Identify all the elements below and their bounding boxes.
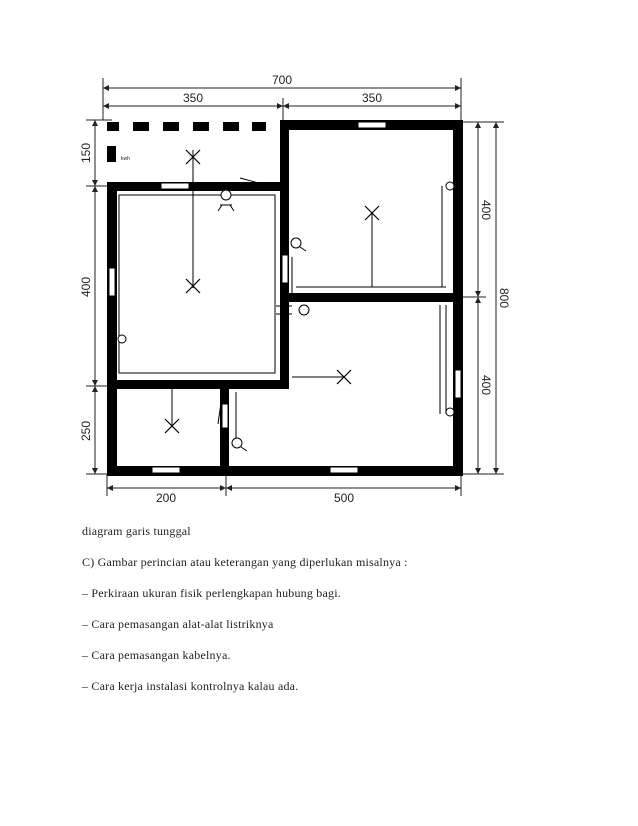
dim-right-upper: 400 bbox=[479, 199, 493, 221]
list-item: – Cara pemasangan kabelnya. bbox=[82, 648, 231, 662]
list-item: – Cara kerja instalasi kontrolnya kalau ada. bbox=[82, 679, 299, 693]
dim-total-height: 800 bbox=[497, 287, 511, 309]
dim-top-porch: 150 bbox=[79, 142, 93, 164]
dim-bottom-right: 500 bbox=[333, 491, 355, 505]
dim-half-right: 350 bbox=[361, 91, 383, 105]
walls bbox=[107, 120, 463, 476]
list-item: – Perkiraan ukuran fisik perlengkapan hubung bagi. bbox=[82, 586, 341, 600]
lamp-symbols bbox=[165, 150, 379, 433]
dim-total-width: 700 bbox=[271, 73, 293, 87]
heading-c: C) Gambar perincian atau keterangan yang diperlukan misalnya : bbox=[82, 555, 408, 569]
list-item: – Cara pemasangan alat-alat listriknya bbox=[82, 617, 274, 631]
kwh-label: kwh bbox=[121, 156, 130, 162]
caption: diagram garis tunggal bbox=[82, 524, 191, 538]
dim-left-middle: 400 bbox=[79, 276, 93, 298]
dim-left-bottom: 250 bbox=[79, 420, 93, 442]
dim-half-left: 350 bbox=[182, 91, 204, 105]
dim-bottom-left: 200 bbox=[155, 491, 177, 505]
dim-right-lower: 400 bbox=[479, 374, 493, 396]
